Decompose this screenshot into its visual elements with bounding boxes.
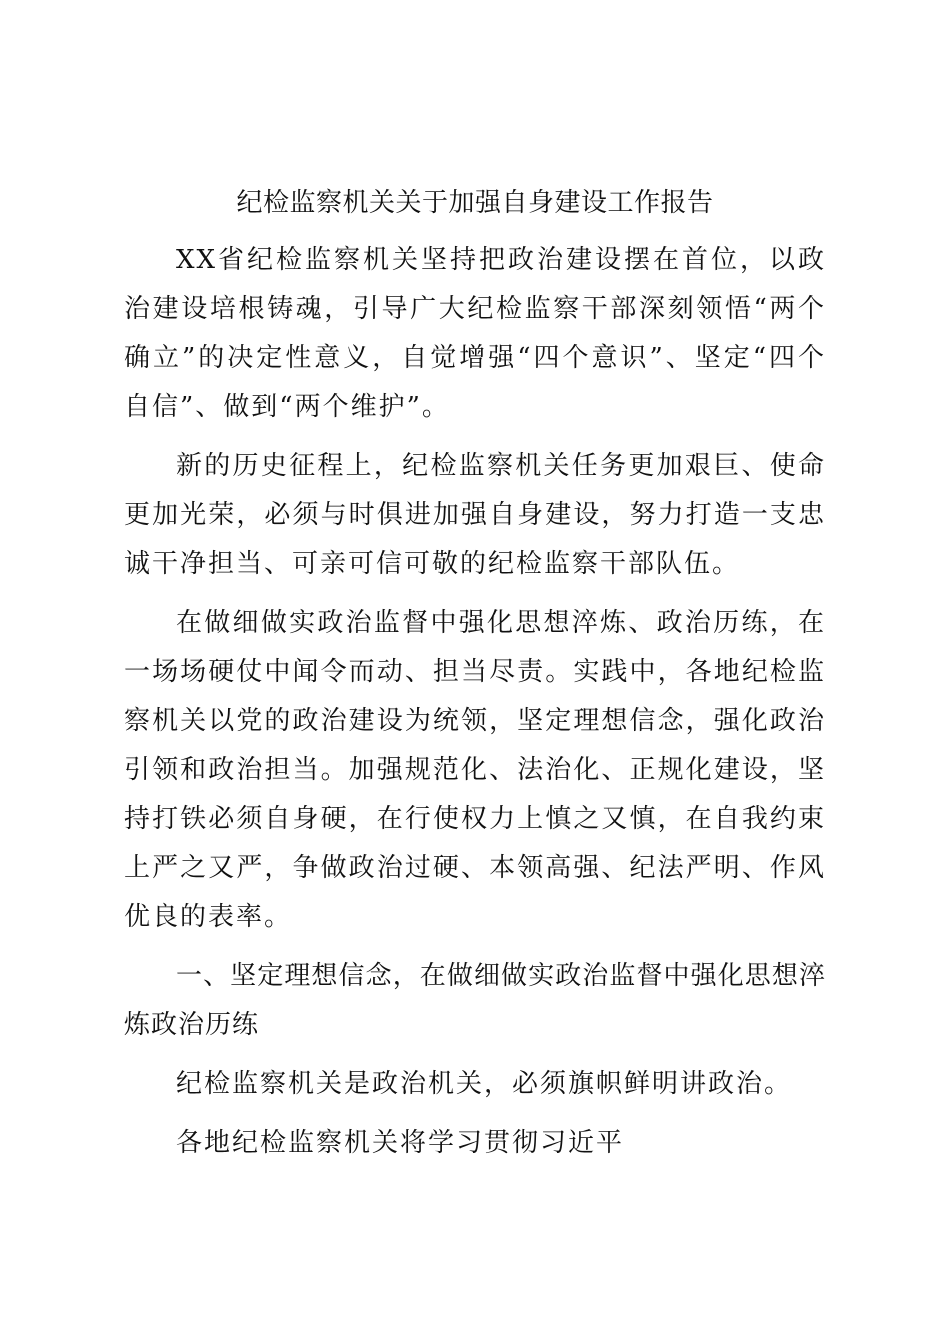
- document-body: [124, 236, 826, 1178]
- paragraph-2: 新的历史征程上，纪检监察机关任务更加艰巨、使命更加光荣，必须与时俱进加强自身建设，努力打造一支忠诚干净担当、可亲可信可敬的纪检监察干部队伍。: [124, 451, 826, 579]
- document-title: 纪检监察机关关于加强自身建设工作报告: [236, 188, 714, 218]
- paragraph-1: XX省纪检监察机关坚持把政治建设摆在首位，以政治建设培根铸魂，引导广大纪检监察干部深刻领悟“两个确立”的决定性意义，自觉增强“四个意识”、坚定“四个自信”、做到“两个维护”。: [124, 245, 826, 422]
- section-paragraph-1: 纪检监察机关是政治机关，必须旗帜鲜明讲政治。: [176, 1069, 793, 1099]
- section-heading: 一、坚定理想信念，在做细做实政治监督中强化思想淬炼政治历练: [124, 961, 826, 1040]
- section-paragraph-2: 各地纪检监察机关将学习贯彻习近平: [176, 1128, 625, 1158]
- paragraph-3: 在做细做实政治监督中强化思想淬炼、政治历练，在一场场硬仗中闻令而动、担当尽责。实践中，各地纪检监察机关以党的政治建设为统领，坚定理想信念，强化政治引领和政治担当。加强规范化、法治化、正规化建设，坚持打铁必须自身硬，在行使权力上慎之又慎，在自我约束上严之又严，争做政治过硬、本领高强、纪法严明、作风优良的表率。: [124, 608, 826, 932]
